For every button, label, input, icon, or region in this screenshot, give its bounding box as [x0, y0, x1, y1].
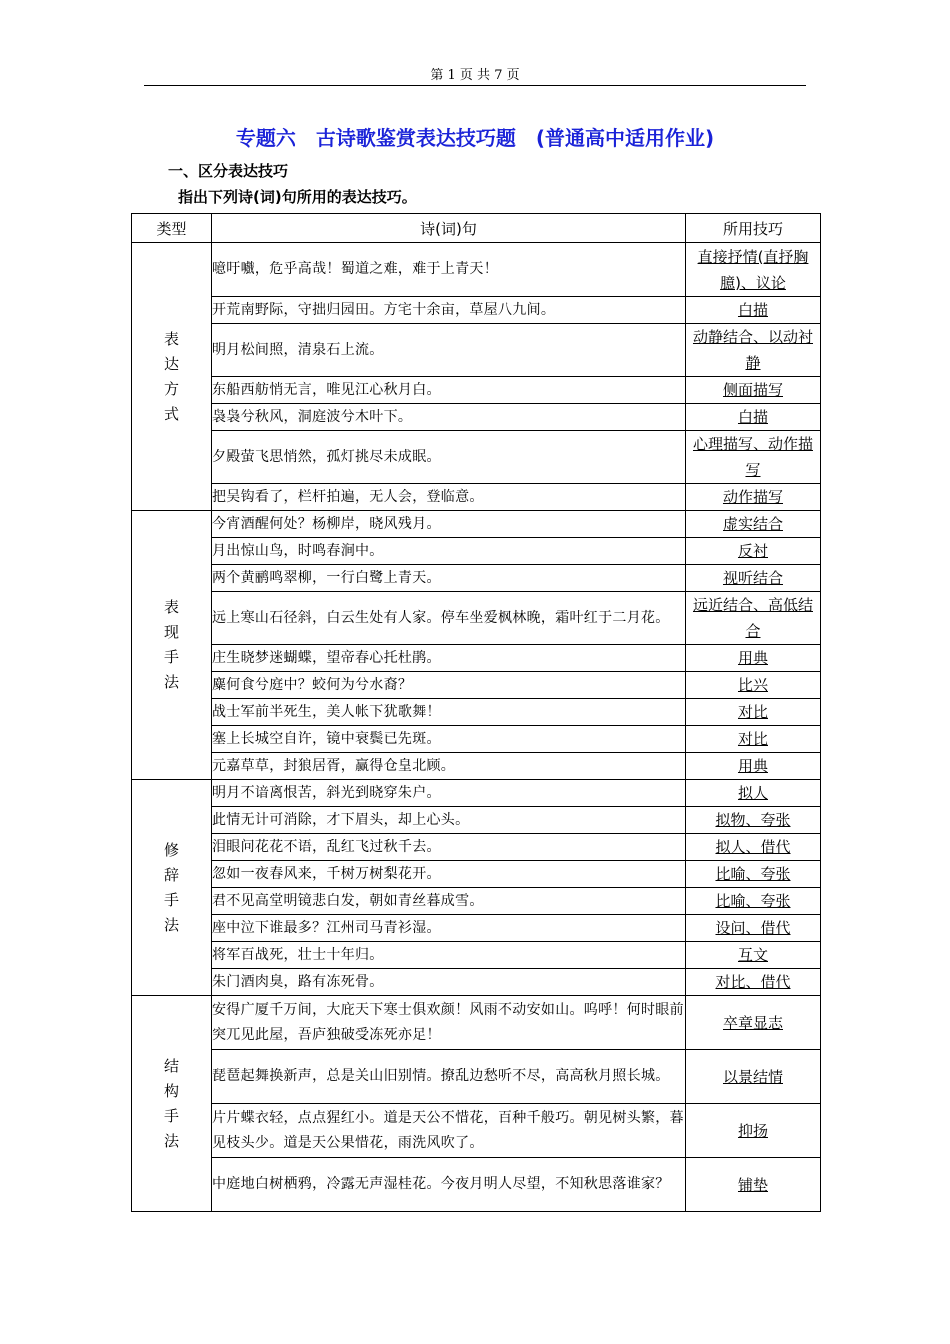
table-row — [132, 377, 821, 404]
table-row — [132, 592, 821, 645]
table-row — [132, 996, 821, 1050]
poem-line: 朱门酒肉臭，路有冻死骨。 — [212, 969, 686, 996]
technique-answer: 对比、借代 — [686, 969, 821, 996]
header-lines: 诗(词)句 — [212, 214, 686, 243]
table-row — [132, 404, 821, 431]
poem-line: 明月不谙离恨苦，斜光到晓穿朱户。 — [212, 780, 686, 807]
table-row — [132, 1050, 821, 1104]
table-row — [132, 324, 821, 377]
poem-line: 明月松间照，清泉石上流。 — [212, 324, 686, 377]
document-title: 专题六 古诗歌鉴赏表达技巧题 (普通高中适用作业) — [235, 126, 715, 150]
poem-line: 袅袅兮秋风，洞庭波兮木叶下。 — [212, 404, 686, 431]
table-row — [132, 780, 821, 807]
poem-line: 将军百战死，壮士十年归。 — [212, 942, 686, 969]
table-row — [132, 726, 821, 753]
poem-line: 此情无计可消除，才下眉头，却上心头。 — [212, 807, 686, 834]
poem-line: 月出惊山鸟，时鸣春涧中。 — [212, 538, 686, 565]
technique-answer: 用典 — [686, 645, 821, 672]
poem-line: 忽如一夜春风来，千树万树梨花开。 — [212, 861, 686, 888]
poem-line: 战士军前半死生，美人帐下犹歌舞！ — [212, 699, 686, 726]
table-row — [132, 1158, 821, 1212]
technique-answer: 拟人、借代 — [686, 834, 821, 861]
poem-line: 把吴钩看了，栏杆拍遍，无人会，登临意。 — [212, 484, 686, 511]
techniques-table — [131, 213, 821, 1212]
table-row — [132, 565, 821, 592]
technique-answer: 远近结合、高低结合 — [686, 592, 821, 645]
technique-answer: 拟人 — [686, 780, 821, 807]
category-label: 表现手法 — [163, 598, 179, 691]
technique-answer: 用典 — [686, 753, 821, 780]
poem-line: 座中泣下谁最多？江州司马青衫湿。 — [212, 915, 686, 942]
poem-line: 安得广厦千万间，大庇天下寒士俱欢颜！风雨不动安如山。呜呼！何时眼前突兀见此屋，吾庐独破受冻死亦足！ — [212, 996, 686, 1050]
technique-answer: 互文 — [686, 942, 821, 969]
table-row — [132, 888, 821, 915]
technique-answer: 虚实结合 — [686, 511, 821, 538]
poem-line: 两个黄鹂鸣翠柳，一行白鹭上青天。 — [212, 565, 686, 592]
category-cell — [132, 996, 212, 1212]
technique-answer: 白描 — [686, 297, 821, 324]
page-header: 第 1 页 共 7 页 — [430, 68, 520, 83]
header-technique: 所用技巧 — [686, 214, 821, 243]
table-row — [132, 484, 821, 511]
technique-answer: 白描 — [686, 404, 821, 431]
technique-answer: 以景结情 — [686, 1050, 821, 1104]
section-heading: 一、区分表达技巧 — [168, 162, 289, 180]
technique-answer: 直接抒情(直抒胸臆)、议论 — [686, 243, 821, 297]
header-type: 类型 — [132, 214, 212, 243]
category-label: 结构手法 — [163, 1056, 179, 1150]
table-row — [132, 753, 821, 780]
poem-line: 东船西舫悄无言，唯见江心秋月白。 — [212, 377, 686, 404]
category-label: 修辞手法 — [163, 840, 179, 934]
table-row — [132, 297, 821, 324]
table-row — [132, 807, 821, 834]
table-row — [132, 538, 821, 565]
poem-line: 开荒南野际，守拙归园田。方宅十余亩，草屋八九间。 — [212, 297, 686, 324]
table-row — [132, 243, 821, 297]
table-row — [132, 861, 821, 888]
poem-line: 庄生晓梦迷蝴蝶，望帝春心托杜鹃。 — [212, 645, 686, 672]
technique-answer: 动作描写 — [686, 484, 821, 511]
table-header-row — [132, 214, 821, 243]
poem-line: 今宵酒醒何处？杨柳岸，晓风残月。 — [212, 511, 686, 538]
technique-answer: 拟物、夸张 — [686, 807, 821, 834]
table-row — [132, 942, 821, 969]
instruction-text: 指出下列诗(词)句所用的表达技巧。 — [178, 188, 417, 206]
technique-answer: 比喻、夸张 — [686, 861, 821, 888]
table-row — [132, 1104, 821, 1158]
poem-line: 麋何食兮庭中？蛟何为兮水裔？ — [212, 672, 686, 699]
poem-line: 琵琶起舞换新声，总是关山旧别情。撩乱边愁听不尽，高高秋月照长城。 — [212, 1050, 686, 1104]
table-row — [132, 645, 821, 672]
category-label: 表达方式 — [163, 329, 179, 423]
technique-answer: 抑扬 — [686, 1104, 821, 1158]
table-row — [132, 915, 821, 942]
poem-line: 远上寒山石径斜，白云生处有人家。停车坐爱枫林晚，霜叶红于二月花。 — [212, 592, 686, 645]
technique-answer: 卒章显志 — [686, 996, 821, 1050]
technique-answer: 铺垫 — [686, 1158, 821, 1212]
table-row — [132, 672, 821, 699]
table-row — [132, 511, 821, 538]
technique-answer: 反衬 — [686, 538, 821, 565]
category-cell — [132, 780, 212, 996]
table-row — [132, 834, 821, 861]
technique-answer: 动静结合、以动衬静 — [686, 324, 821, 377]
poem-line: 塞上长城空自许，镜中衰鬓已先斑。 — [212, 726, 686, 753]
header-rule — [144, 85, 806, 86]
poem-line: 泪眼问花花不语，乱红飞过秋千去。 — [212, 834, 686, 861]
poem-line: 片片蝶衣轻，点点猩红小。道是天公不惜花，百种千般巧。朝见树头繁，暮见枝头少。道是天公果惜花，雨洗风吹了。 — [212, 1104, 686, 1158]
category-cell — [132, 511, 212, 780]
technique-answer: 对比 — [686, 699, 821, 726]
category-cell — [132, 243, 212, 511]
table-row — [132, 431, 821, 484]
poem-line: 元嘉草草，封狼居胥，赢得仓皇北顾。 — [212, 753, 686, 780]
technique-answer: 侧面描写 — [686, 377, 821, 404]
poem-line: 中庭地白树栖鸦，冷露无声湿桂花。今夜月明人尽望，不知秋思落谁家？ — [212, 1158, 686, 1212]
poem-line: 夕殿萤飞思悄然，孤灯挑尽未成眠。 — [212, 431, 686, 484]
table-row — [132, 699, 821, 726]
table-row — [132, 969, 821, 996]
technique-answer: 对比 — [686, 726, 821, 753]
technique-answer: 心理描写、动作描写 — [686, 431, 821, 484]
poem-line: 噫吁嚱，危乎高哉！蜀道之难，难于上青天！ — [212, 243, 686, 297]
technique-answer: 比喻、夸张 — [686, 888, 821, 915]
technique-answer: 视听结合 — [686, 565, 821, 592]
technique-answer: 比兴 — [686, 672, 821, 699]
poem-line: 君不见高堂明镜悲白发，朝如青丝暮成雪。 — [212, 888, 686, 915]
technique-answer: 设问、借代 — [686, 915, 821, 942]
